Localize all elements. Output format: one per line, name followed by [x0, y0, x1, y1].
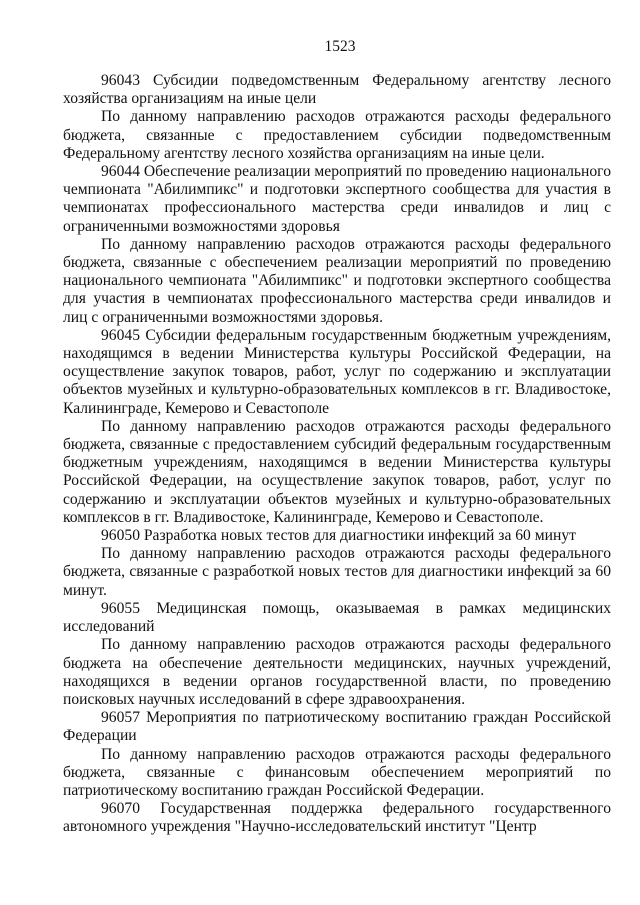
page-number: 1523 [324, 38, 356, 55]
paragraph-96044-description: По данному направлению расходов отражаются расходы федерального бюджета, связанные с обеспечением реализации мероприятий по проведению национального чемпионата "Абилимпикс" и подготовки экспертного сообщества для участия в чемпионатах профессионального мастерства среди инвалидов и лиц с ограниченными возможностями здоровья. [63, 235, 611, 326]
paragraph-96055-heading: 96055 Медицинская помощь, оказываемая в рамках медицинских исследований [63, 599, 611, 636]
paragraph-96055-description: По данному направлению расходов отражаются расходы федерального бюджета на обеспечение деятельности медицинских, научных учреждений, находящихся в ведении органов государственной власти, по проведению поисковых научных исследований в сфере здравоохранения. [63, 636, 611, 708]
paragraph-96050-description: По данному направлению расходов отражаются расходы федерального бюджета, связанные с разработкой новых тестов для диагностики инфекций за 60 минут. [63, 545, 611, 599]
paragraph-96050-heading: 96050 Разработка новых тестов для диагностики инфекций за 60 минут [101, 527, 576, 545]
paragraph-96043-description: По данному направлению расходов отражаются расходы федерального бюджета, связанные с предоставлением субсидии подведомственным Федеральному агентству лесного хозяйства организациям на иные цели. [63, 108, 611, 162]
paragraph-96045-heading: 96045 Субсидии федеральным государственным бюджетным учреждениям, находящимся в ведении Министерства культуры Российской Федерации, на осуществление закупок товаров, работ, услуг по содержанию и эксплуатации объектов музейных и культурно-образовательных комплексов в гг. Владивостоке, Калининграде, Кемерово и Севастополе [63, 326, 611, 417]
paragraph-96070-heading: 96070 Государственная поддержка федерального государственного автономного учреждения "Научно-исследовательский институт "Центр [63, 800, 611, 836]
paragraph-96044-heading: 96044 Обеспечение реализации мероприятий по проведению национального чемпионата "Абилимпикс" и подготовки экспертного сообщества для участия в чемпионатах профессионального мастерства среди инвалидов и лиц с ограниченными возможностями здоровья [63, 163, 611, 235]
document-body [63, 72, 611, 837]
paragraph-96057-description: По данному направлению расходов отражаются расходы федерального бюджета, связанные с финансовым обеспечением мероприятий по патриотическому воспитанию граждан Российской Федерации. [63, 745, 611, 799]
paragraph-96045-description: По данному направлению расходов отражаются расходы федерального бюджета, связанные с предоставлением субсидий федеральным государственным бюджетным учреждениям, находящимся в ведении Министерства культуры Российской Федерации, на осуществление закупок товаров, работ, услуг по содержанию и эксплуатации объектов музейных и культурно-образовательных комплексов в гг. Владивостоке, Калининграде, Кемерово и Севастополе. [63, 417, 611, 526]
paragraph-96043-heading: 96043 Субсидии подведомственным Федеральному агентству лесного хозяйства организациям на иные цели [63, 72, 611, 108]
paragraph-96057-heading: 96057 Мероприятия по патриотическому воспитанию граждан Российской Федерации [63, 709, 611, 745]
